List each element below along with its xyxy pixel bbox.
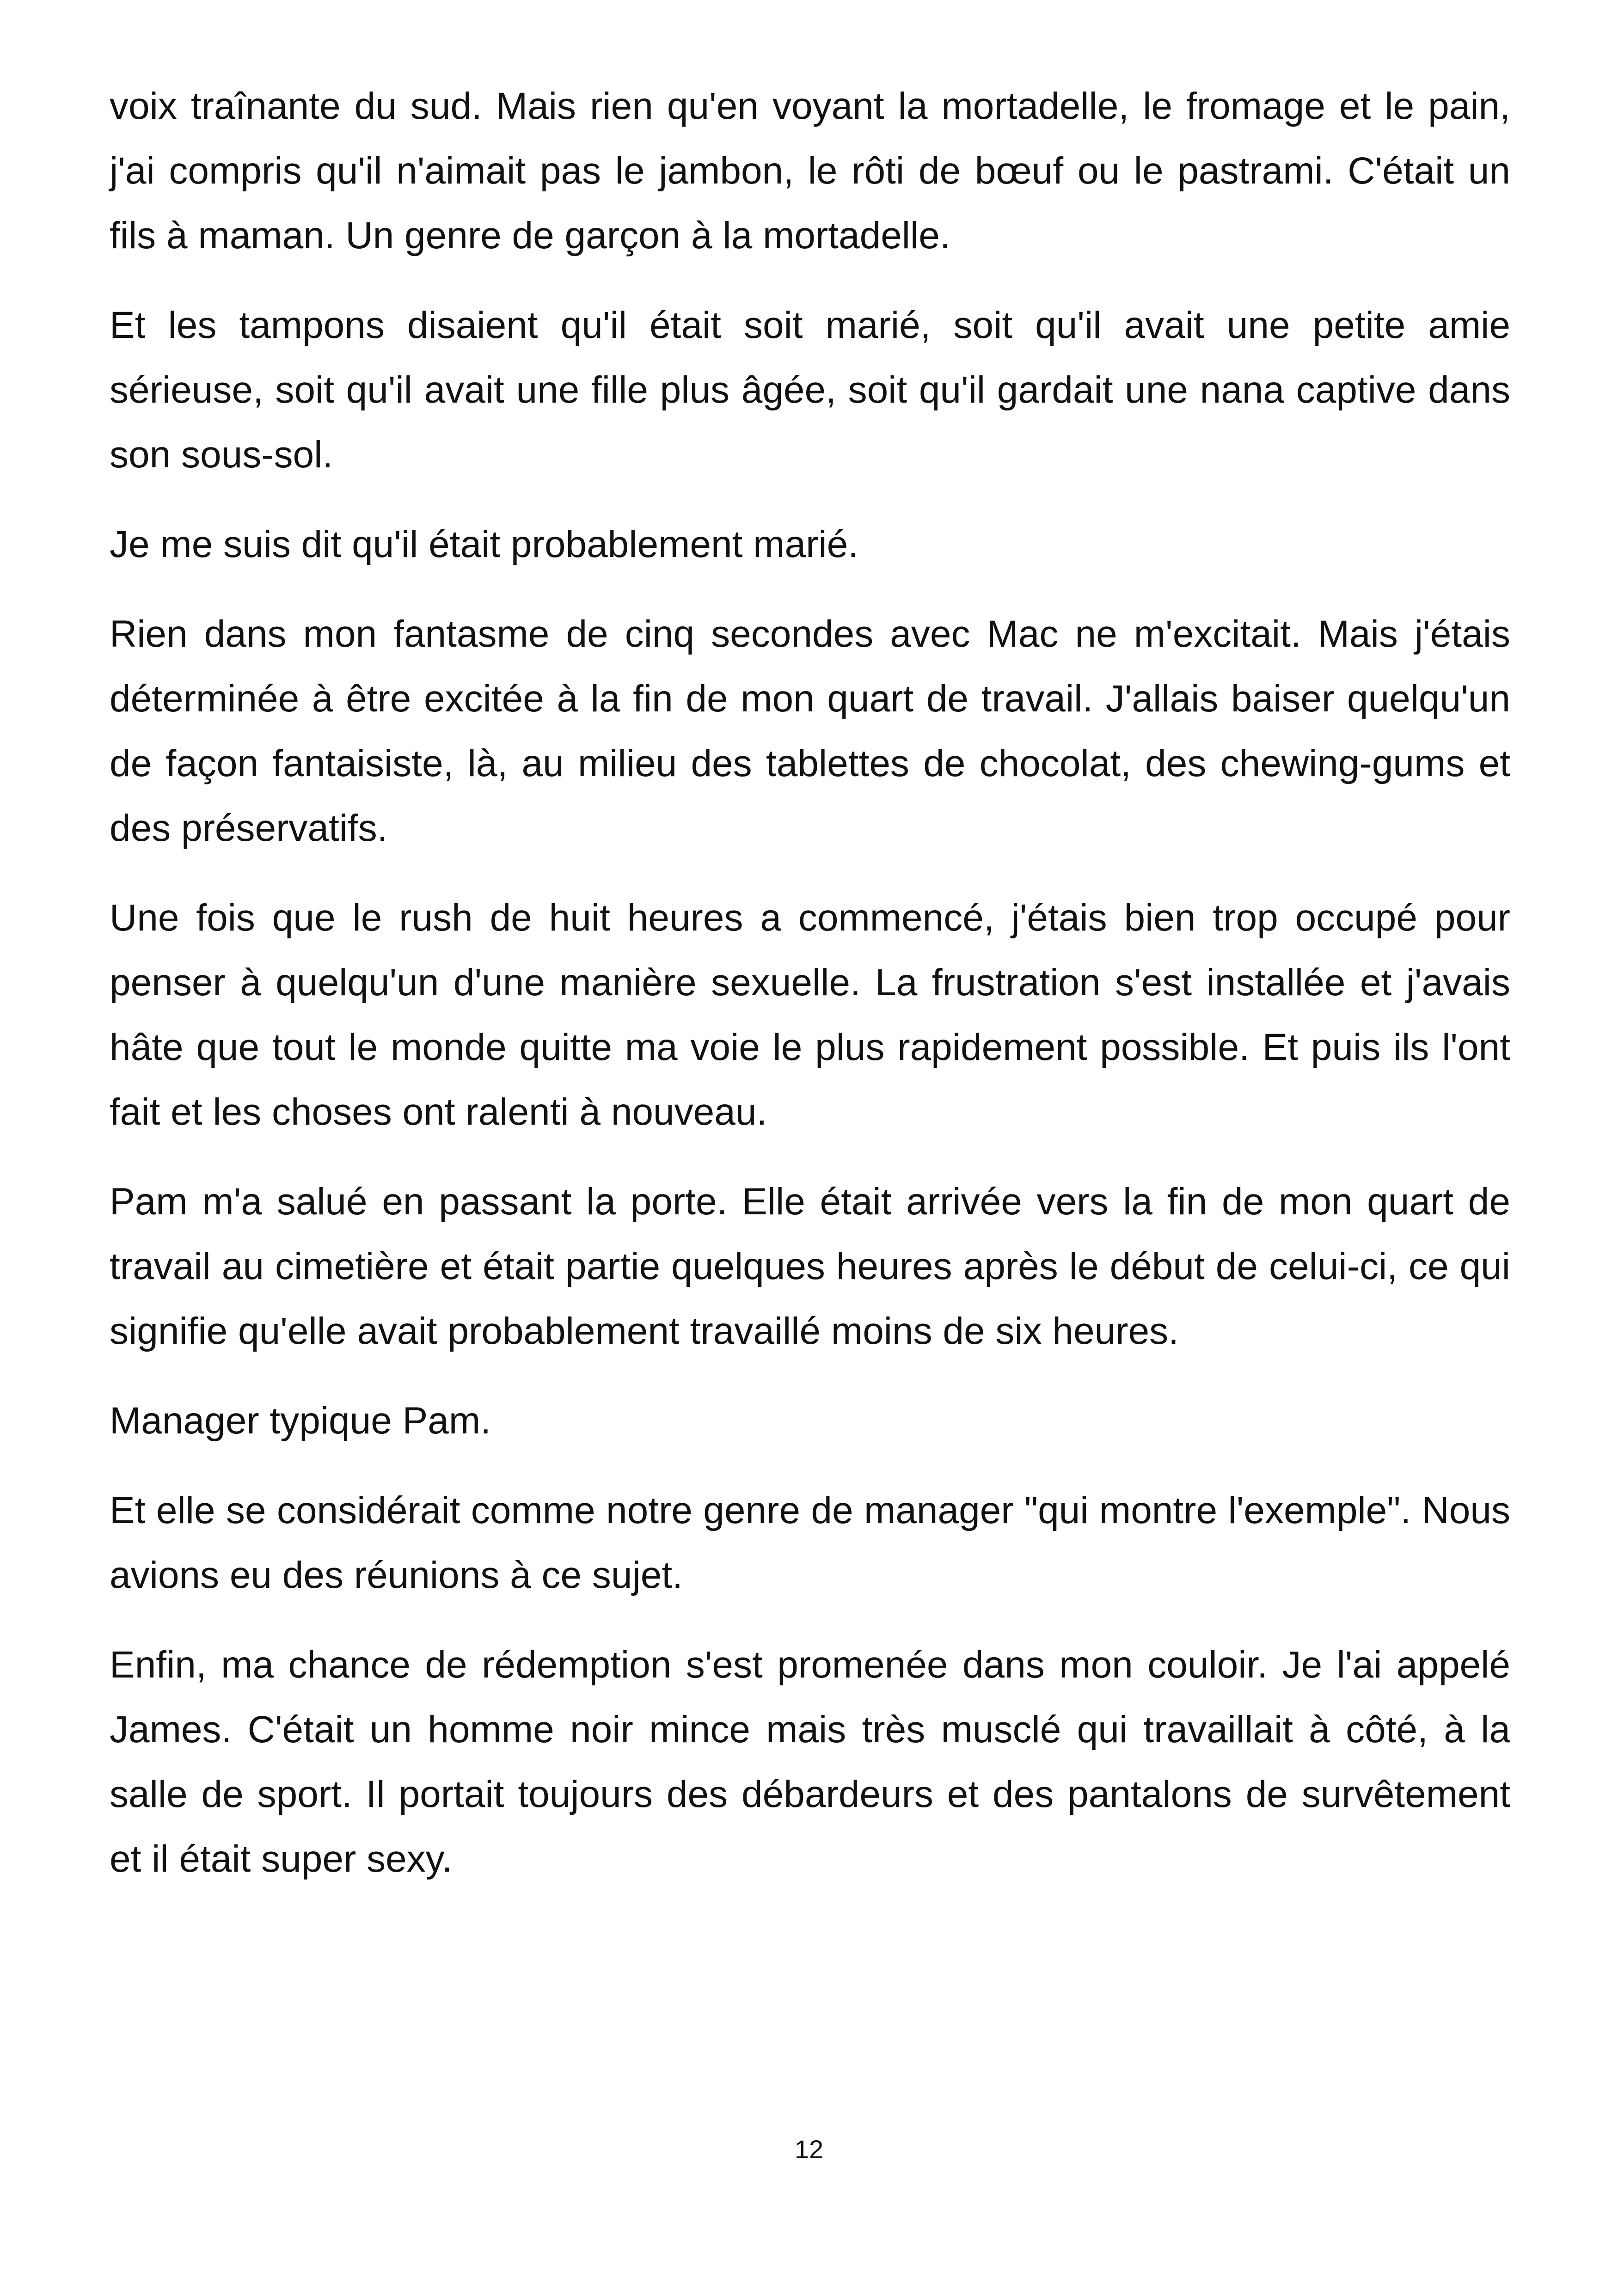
paragraph-5: Une fois que le rush de huit heures a commencé, j'étais bien trop occupé pour penser à quelqu'un d'une manière sexuelle. La frustration s'est installée et j'avais hâte que tout le monde quitte ma voie le plus rapidement possible. Et puis ils l'ont fait et les choses ont ralenti à nouveau. (110, 897, 1510, 1133)
paragraph-6: Pam m'a salué en passant la porte. Elle était arrivée vers la fin de mon quart de travail au cimetière et était partie quelques heures après le début de celui-ci, ce qui signifie qu'elle avait probablement travaillé moins de six heures. (110, 1181, 1510, 1352)
paragraph-8: Et elle se considérait comme notre genre de manager "qui montre l'exemple". Nous avions eu des réunions à ce sujet. (110, 1489, 1510, 1596)
paragraph-3: Je me suis dit qu'il était probablement marié. (110, 523, 858, 565)
body-text (110, 74, 1510, 1916)
paragraph-9: Enfin, ma chance de rédemption s'est promenée dans mon couloir. Je l'ai appelé James. C'était un homme noir mince mais très musclé qui travaillait à côté, à la salle de sport. Il portait toujours des débardeurs et des pantalons de survêtement et il était super sexy. (110, 1644, 1510, 1880)
page-number: 12 (794, 2135, 824, 2164)
paragraph-2: Et les tampons disaient qu'il était soit marié, soit qu'il avait une petite amie sérieuse, soit qu'il avait une fille plus âgée, soit qu'il gardait une nana captive dans son sous-sol. (110, 304, 1510, 476)
paragraph-4: Rien dans mon fantasme de cinq secondes avec Mac ne m'excitait. Mais j'étais déterminée à être excitée à la fin de mon quart de travail. J'allais baiser quelqu'un de façon fantaisiste, là, au milieu des tablettes de chocolat, des chewing-gums et des préservatifs. (110, 613, 1510, 849)
paragraph-7: Manager typique Pam. (110, 1400, 491, 1442)
paragraph-1: voix traînante du sud. Mais rien qu'en voyant la mortadelle, le fromage et le pain, j'ai compris qu'il n'aimait pas le jambon, le rôti de bœuf ou le pastrami. C'était un fils à maman. Un genre de garçon à la mortadelle. (110, 85, 1510, 257)
